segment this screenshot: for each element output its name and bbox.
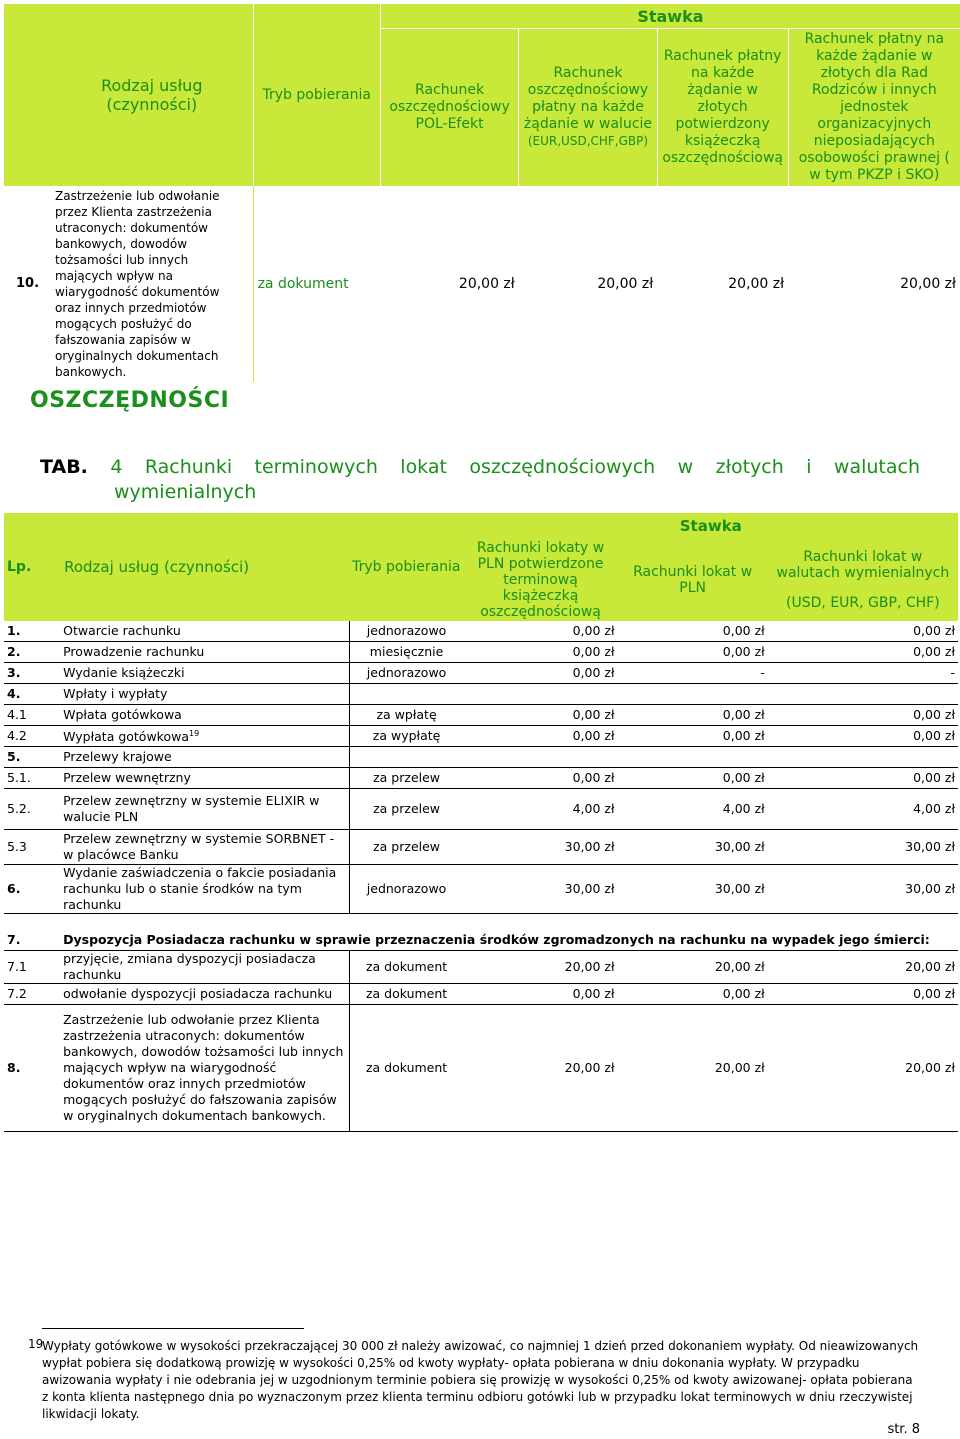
row-name (60, 865, 349, 914)
footnote-number: 19 (28, 1337, 44, 1351)
table-title-label: TAB. (40, 456, 88, 478)
row-mode: jednorazowo (349, 865, 463, 914)
footnote (28, 1337, 922, 1423)
row-value-2: 4,00 zł (618, 789, 768, 830)
section-7-text: Dyspozycja Posiadacza rachunku w sprawie przeznaczenia środków zgromadzonych na rachunku na wypadek jego śmierci: (60, 930, 958, 951)
row-value-2: 0,00 zł (618, 642, 768, 663)
row-value-1 (464, 684, 618, 705)
row-value-1: 0,00 zł (464, 984, 618, 1005)
footnote-rule (42, 1328, 304, 1329)
row-value-1: 0,00 zł (464, 726, 618, 747)
row-name-text: Przelew wewnętrzny (63, 770, 191, 785)
row-value-3: 30,00 zł (768, 865, 958, 914)
row-value-3 (768, 684, 958, 705)
top-row-lp: 10. (15, 276, 40, 291)
top-service-header: Rodzaj usług (czynności) (51, 4, 253, 186)
table-title-line2: wymienialnych (114, 481, 257, 503)
row-value-3: 0,00 zł (768, 621, 958, 642)
row-value-2: 30,00 zł (618, 830, 768, 865)
row-value-1: 0,00 zł (464, 642, 618, 663)
row-value-1: 30,00 zł (464, 830, 618, 865)
row-value-2: 0,00 zł (618, 621, 768, 642)
row-mode (349, 747, 463, 768)
row-mode: za przelew (349, 768, 463, 789)
row-name (60, 768, 349, 789)
row-name-text: Wydanie książeczki (63, 665, 185, 680)
row-mode: za przelew (349, 789, 463, 830)
row-name-text: Przelew zewnętrzny w systemie SORBNET - w placówce Banku (63, 831, 335, 862)
top-table-row (4, 186, 960, 382)
row-lp: 8. (4, 1005, 60, 1132)
table-row (4, 789, 958, 830)
table-title-line1 (40, 455, 920, 480)
row-value-2: - (618, 663, 768, 684)
row-name-text: Wydanie zaświadczenia o fakcie posiadania rachunku lub o stanie środków na tym rachunku (63, 865, 337, 912)
top-row-v2: 20,00 zł (597, 276, 654, 292)
row-value-3: 30,00 zł (768, 830, 958, 865)
col3-header-line2: (USD, EUR, GBP, CHF) (786, 595, 940, 611)
table-title (40, 455, 920, 505)
row-name (60, 684, 349, 705)
top-row-v1: 20,00 zł (458, 276, 515, 292)
row-lp: 5. (4, 747, 60, 768)
row-value-3 (768, 747, 958, 768)
row-lp: 3. (4, 663, 60, 684)
row-lp: 5.1. (4, 768, 60, 789)
table-row (4, 1005, 958, 1132)
col3-header-line1: Rachunki lokat w walutach wymienialnych (776, 549, 950, 581)
row-value-3: 4,00 zł (768, 789, 958, 830)
table-row (4, 663, 958, 684)
top-row-desc: Zastrzeżenie lub odwołanie przez Klienta zastrzeżenia utraconych: dokumentów bankowych, dowodów tożsamości lub innych mających wpływ na wiarygodność dokumentów oraz innych przedmiotów mogących posłużyć do fałszowania zapisów w oryginalnych dokumentach bankowych. (51, 186, 253, 382)
row-value-1: 0,00 zł (464, 663, 618, 684)
section-7-row (4, 930, 958, 951)
row-value-3: 0,00 zł (768, 642, 958, 663)
table-body (4, 621, 958, 1132)
top-lp-header (4, 4, 51, 186)
row-mode: jednorazowo (349, 621, 463, 642)
table-row (4, 726, 958, 747)
row-value-3: 20,00 zł (768, 1005, 958, 1132)
row-name-text: Wpłaty i wypłaty (63, 686, 168, 701)
service-header: Rodzaj usług (czynności) (60, 513, 349, 621)
row-value-1: 20,00 zł (464, 951, 618, 984)
row-value-2: 0,00 zł (618, 984, 768, 1005)
row-lp: 5.3 (4, 830, 60, 865)
row-value-1: 4,00 zł (464, 789, 618, 830)
row-value-1: 20,00 zł (464, 1005, 618, 1132)
row-value-3: 20,00 zł (768, 951, 958, 984)
row-name (60, 984, 349, 1005)
top-col4-header: Rachunek płatny na każde żądanie w złotych dla Rad Rodziców i innych jednostek organizacyjnych nieposiadających osobowości prawnej ( w tym PKZP i SKO) (788, 29, 960, 187)
table-row (4, 747, 958, 768)
top-fee-table (4, 4, 960, 382)
table-row (4, 984, 958, 1005)
table-row (4, 830, 958, 865)
row-lp: 6. (4, 865, 60, 914)
top-col1-header: Rachunek oszczędnościowy POL-Efekt (380, 29, 518, 187)
row-mode: za przelew (349, 830, 463, 865)
table-row (4, 642, 958, 663)
row-name (60, 726, 349, 747)
table-spacer (4, 914, 958, 931)
row-value-2: 20,00 zł (618, 1005, 768, 1132)
row-name-text: Wpłata gotówkowa (63, 707, 182, 722)
top-stawka-header: Stawka (380, 4, 960, 29)
mode-header: Tryb pobierania (349, 513, 463, 621)
row-lp: 2. (4, 642, 60, 663)
row-name (60, 789, 349, 830)
row-value-2: 20,00 zł (618, 951, 768, 984)
row-value-3: 0,00 zł (768, 726, 958, 747)
row-mode: za dokument (349, 984, 463, 1005)
row-lp: 1. (4, 621, 60, 642)
row-name-text: przyjęcie, zmiana dyspozycji posiadacza rachunku (63, 951, 316, 982)
top-col2-header-line2: (EUR,USD,CHF,GBP) (527, 134, 649, 148)
row-value-1: 0,00 zł (464, 621, 618, 642)
row-name-text: Przelewy krajowe (63, 749, 172, 764)
row-lp: 4.1 (4, 705, 60, 726)
row-name (60, 621, 349, 642)
row-lp: 7. (4, 930, 60, 951)
top-col2-header (519, 29, 657, 187)
row-value-3: - (768, 663, 958, 684)
lp-header: Lp. (4, 513, 60, 621)
row-mode: jednorazowo (349, 663, 463, 684)
row-value-1 (464, 747, 618, 768)
section-title: OSZCZĘDNOŚCI (30, 388, 230, 413)
row-mode: za wypłatę (349, 726, 463, 747)
top-row-mode: za dokument (257, 276, 349, 292)
row-mode: za dokument (349, 1005, 463, 1132)
row-mode: miesięcznie (349, 642, 463, 663)
col1-header: Rachunki lokaty w PLN potwierdzone terminową książeczką oszczędnościową (464, 539, 618, 621)
row-name (60, 830, 349, 865)
row-value-2: 0,00 zł (618, 768, 768, 789)
row-value-1: 30,00 zł (464, 865, 618, 914)
row-lp: 4. (4, 684, 60, 705)
row-name (60, 642, 349, 663)
row-lp: 7.1 (4, 951, 60, 984)
footnote-ref: 19 (189, 729, 200, 739)
top-row-v4: 20,00 zł (900, 276, 956, 292)
table-row (4, 621, 958, 642)
row-lp: 7.2 (4, 984, 60, 1005)
row-lp: 5.2. (4, 789, 60, 830)
top-col2-header-line1: Rachunek oszczędnościowy płatny na każde żądanie w walucie (523, 65, 653, 132)
row-value-3: 0,00 zł (768, 984, 958, 1005)
row-value-1: 0,00 zł (464, 768, 618, 789)
row-mode: za dokument (349, 951, 463, 984)
row-name (60, 663, 349, 684)
row-name-text: Wypłata gotówkowa (63, 729, 190, 745)
row-name (60, 1005, 349, 1132)
footnote-text: Wypłaty gotówkowe w wysokości przekraczającej 30 000 zł należy awizować, co najmniej 1 dzień przed dokonaniem wypłaty. Od nieawizowanych wypłat pobiera się dodatkową prowizję w wysokości 0,25% od kwoty wypłaty- opłata pobierana w dniu dokonania wypłaty. W przypadku awizowania wypłaty i nie odebrania jej w uzgodnionym terminie pobiera się prowizję w wysokości 0,25% od kwoty awizowanej- opłata pobierana z konta klienta następnego dnia po wyznaczonym przez klienta terminu odbioru gotówki lub w przypadku lokat terminowych w dniu rzeczywistej likwidacji lokaty. (42, 1339, 919, 1421)
row-value-3: 0,00 zł (768, 705, 958, 726)
row-name-text: Prowadzenie rachunku (63, 644, 205, 659)
table-row (4, 684, 958, 705)
row-lp: 4.2 (4, 726, 60, 747)
row-value-2 (618, 684, 768, 705)
row-name-text: odwołanie dyspozycji posiadacza rachunku (63, 986, 333, 1001)
row-mode: za wpłatę (349, 705, 463, 726)
col2-header: Rachunki lokat w PLN (618, 539, 768, 621)
row-value-3: 0,00 zł (768, 768, 958, 789)
top-row-v3: 20,00 zł (728, 276, 785, 292)
stawka-header: Stawka (464, 513, 958, 539)
row-name-text: Zastrzeżenie lub odwołanie przez Klienta zastrzeżenia utraconych: dokumentów bankowych, dowodów tożsamości lub innych mających wpływ na wiarygodność dokumentów oraz innych przedmiotów mogących posłużyć do fałszowania zapisów w oryginalnych dokumentach bankowych. (63, 1012, 344, 1123)
row-mode (349, 684, 463, 705)
top-mode-header: Tryb pobierania (253, 4, 380, 186)
table-row (4, 768, 958, 789)
row-name-text: Przelew zewnętrzny w systemie ELIXIR w walucie PLN (63, 793, 320, 824)
table-row (4, 951, 958, 984)
top-col3-header: Rachunek płatny na każde żądanie w złotych potwierdzony książeczką oszczędnościową (657, 29, 788, 187)
row-name-text: Otwarcie rachunku (63, 623, 181, 638)
row-value-2 (618, 747, 768, 768)
row-value-1: 0,00 zł (464, 705, 618, 726)
table-row (4, 865, 958, 914)
spacer-cell (4, 914, 958, 931)
row-name (60, 747, 349, 768)
col3-header (768, 539, 958, 621)
row-value-2: 0,00 zł (618, 726, 768, 747)
row-name (60, 705, 349, 726)
table-title-text1: 4 Rachunki terminowych lokat oszczędnościowych w złotych i walutach (110, 456, 920, 478)
row-value-2: 0,00 zł (618, 705, 768, 726)
savings-fee-table (4, 513, 958, 1132)
page-number: str. 8 (887, 1422, 920, 1437)
row-value-2: 30,00 zł (618, 865, 768, 914)
table-row (4, 705, 958, 726)
row-name (60, 951, 349, 984)
